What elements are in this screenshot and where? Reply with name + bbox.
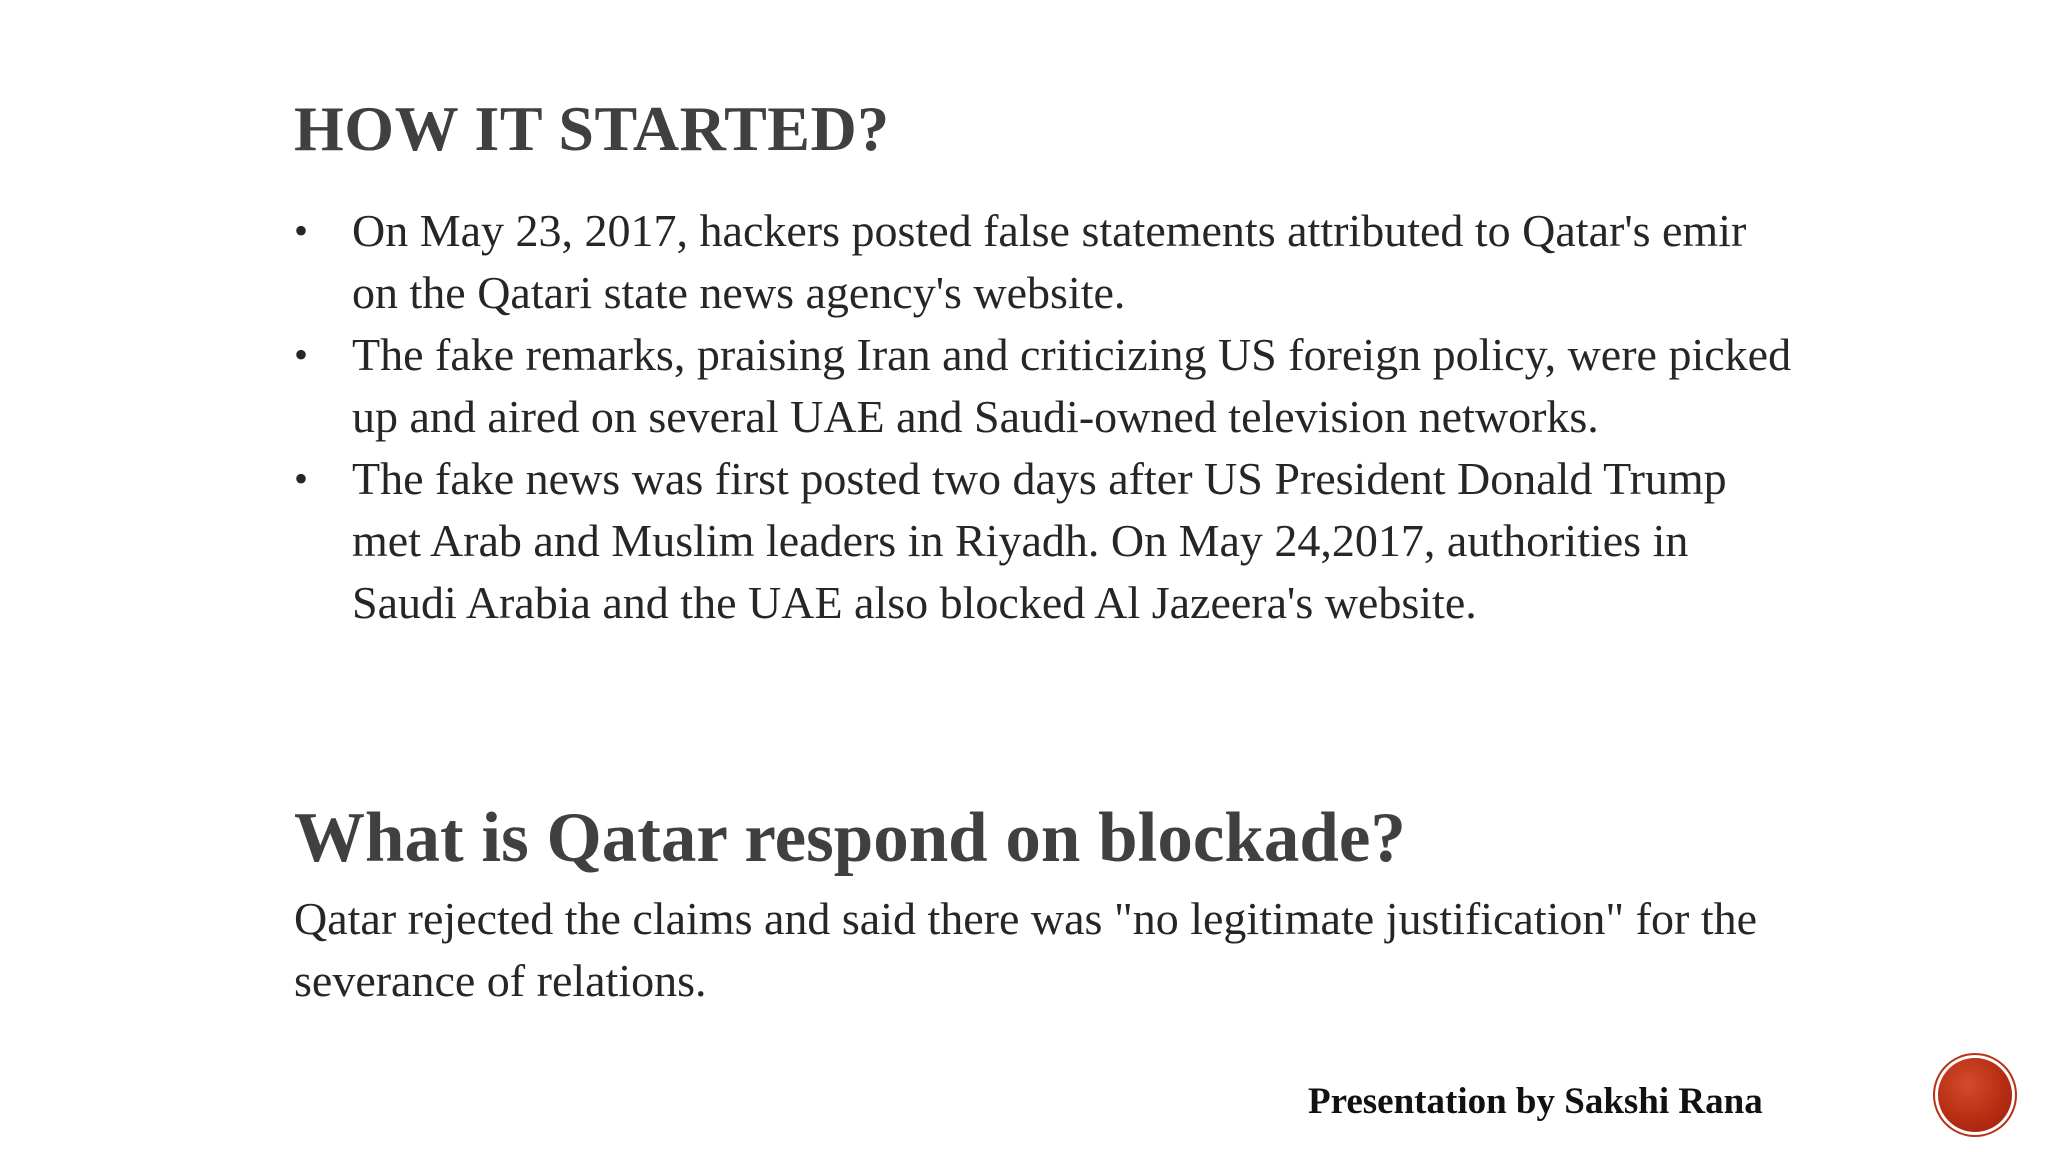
- slide-nav-button[interactable]: [1938, 1058, 2012, 1132]
- bullet-text: The fake remarks, praising Iran and criticizing US foreign policy, were picked up and aired on several UAE and Saudi-owned television networks.: [352, 329, 1792, 442]
- presentation-credit: Presentation by Sakshi Rana: [1308, 1081, 1763, 1122]
- bullet-dot-icon: •: [294, 332, 309, 377]
- slide-title: HOW IT STARTED?: [294, 93, 890, 164]
- bullet-text: The fake news was first posted two days after US President Donald Trump met Arab and Muslim leaders in Riyadh. On May 24,2017, authorities in Saudi Arabia and the UAE also blocked Al Jazeera's website.: [352, 453, 1727, 628]
- response-paragraph: Qatar rejected the claims and said there was "no legitimate justification" for the severance of relations.: [294, 893, 1758, 1006]
- bullet-list: [294, 200, 1794, 634]
- bullet-item: [294, 324, 1794, 448]
- bullet-item: [294, 448, 1794, 634]
- bullet-dot-icon: •: [294, 208, 309, 253]
- bullet-item: [294, 200, 1794, 324]
- bullet-dot-icon: •: [294, 456, 309, 501]
- section-subheading: What is Qatar respond on blockade?: [294, 799, 1406, 877]
- bullet-text: On May 23, 2017, hackers posted false statements attributed to Qatar's emir on the Qatari state news agency's website.: [352, 205, 1747, 318]
